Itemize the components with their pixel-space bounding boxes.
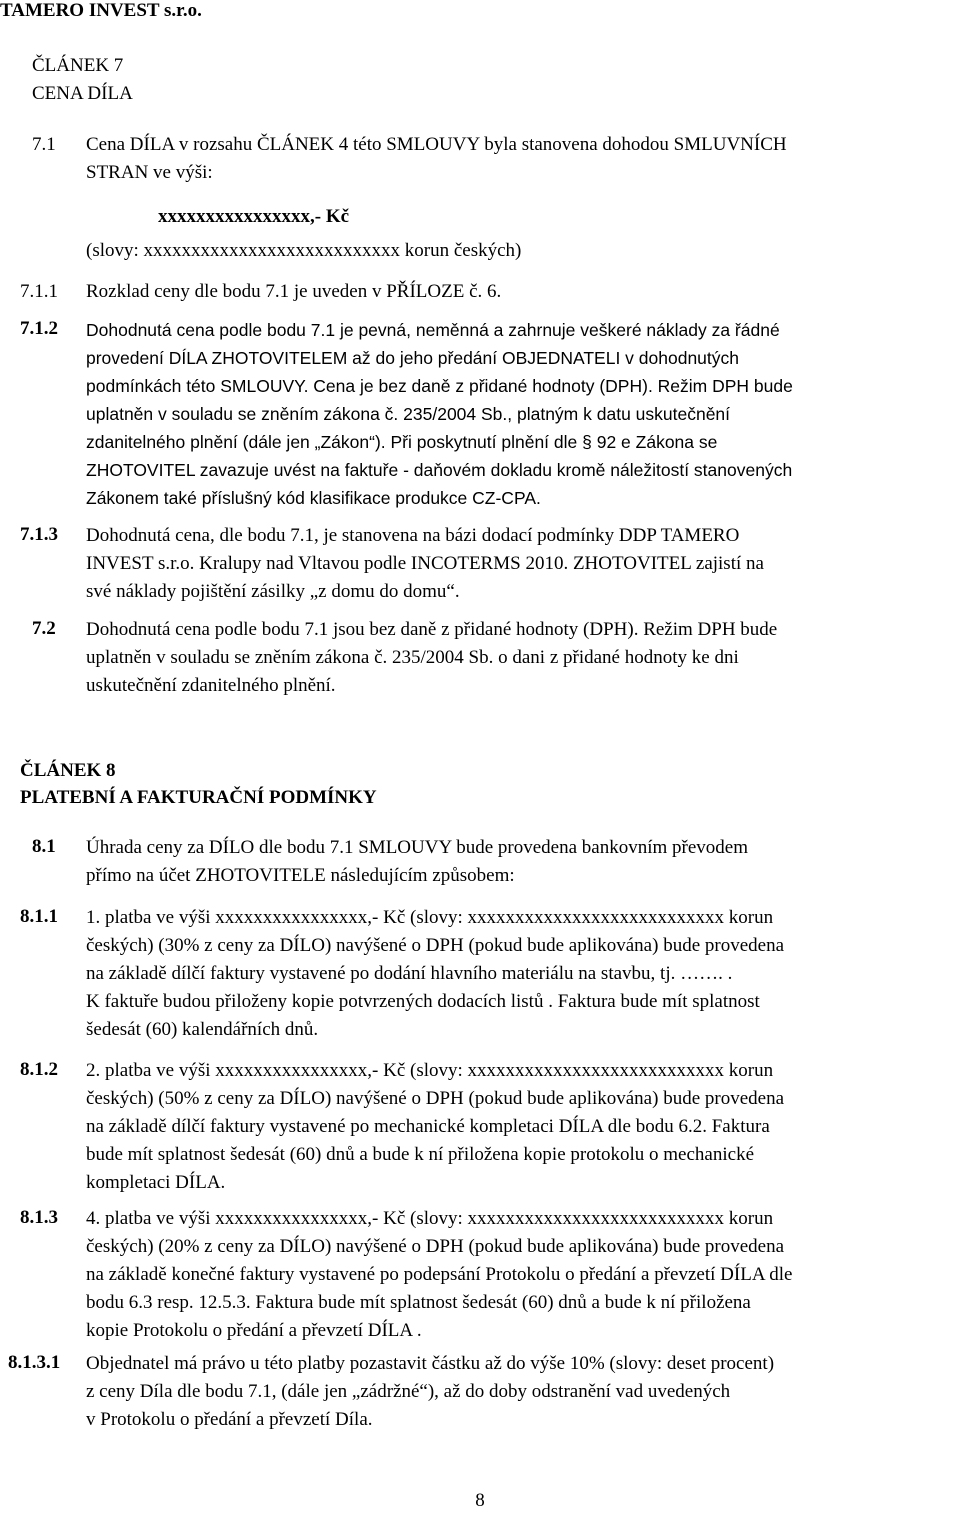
section-number-7-2: 7.2 [32, 618, 56, 639]
section-8-1-3-1-text [86, 1350, 954, 1434]
text-line: na základě dílčí faktury vystavené po dodání hlavního materiálu na stavbu, tj. ……. . [86, 963, 733, 984]
text-line: Dohodnutá cena podle bodu 7.1 je pevná, neměnná a zahrnuje veškeré náklady za řádné [86, 320, 780, 340]
section-number-7-1-2: 7.1.2 [20, 318, 58, 339]
section-number-7-1-3: 7.1.3 [20, 524, 58, 545]
text-line: podmínkách této SMLOUVY. Cena je bez daně z přidané hodnoty (DPH). Režim DPH bude [86, 376, 793, 396]
section-number-8-1-3-1: 8.1.3.1 [8, 1352, 61, 1373]
text-line: bude mít splatnost šedesát (60) dnů a bude k ní přiložena kopie protokolu o mechanické [86, 1144, 754, 1165]
section-7-1-line-2: STRAN ve výši: [86, 162, 213, 183]
section-7-1-3-text [86, 522, 954, 606]
text-line: INVEST s.r.o. Kralupy nad Vltavou podle INCOTERMS 2010. ZHOTOVITEL zajistí na [86, 553, 764, 574]
text-line: kompletaci DÍLA. [86, 1172, 226, 1193]
text-line: provedení DÍLA ZHOTOVITELEM až do jeho předání OBJEDNATELI v dohodnutých [86, 348, 740, 368]
section-8-1-1-text [86, 904, 954, 1044]
section-number-8-1-1: 8.1.1 [20, 906, 58, 927]
text-line: 2. platba ve výši xxxxxxxxxxxxxxxx,- Kč (slovy: xxxxxxxxxxxxxxxxxxxxxxxxxxx korun [86, 1060, 774, 1081]
text-line: na základě konečné faktury vystavené po podepsání Protokolu o předání a převzetí DÍLA dle [86, 1264, 793, 1285]
text-line: své náklady pojištění zásilky „z domu do domu“. [86, 581, 460, 602]
section-number-7-1-1: 7.1.1 [20, 281, 58, 302]
section-8-1-2-text [86, 1057, 954, 1197]
section-number-8-1-3: 8.1.3 [20, 1207, 58, 1228]
section-number-8-1: 8.1 [32, 836, 56, 857]
company-header: TAMERO INVEST s.r.o. [0, 0, 202, 21]
text-line: 4. platba ve výši xxxxxxxxxxxxxxxx,- Kč (slovy: xxxxxxxxxxxxxxxxxxxxxxxxxxx korun [86, 1208, 774, 1229]
text-line: na základě dílčí faktury vystavené po mechanické kompletaci DÍLA dle bodu 6.2. Faktura [86, 1116, 770, 1137]
text-line: v Protokolu o předání a převzetí Díla. [86, 1409, 373, 1430]
section-number-8-1-2: 8.1.2 [20, 1059, 58, 1080]
text-line: K faktuře budou přiloženy kopie potvrzených dodacích listů . Faktura bude mít splatnost [86, 991, 760, 1012]
text-line: uplatněn v souladu se zněním zákona č. 235/2004 Sb. o dani z přidané hodnoty ke dni [86, 647, 739, 668]
text-line: Dohodnutá cena, dle bodu 7.1, je stanovena na bázi dodací podmínky DDP TAMERO [86, 525, 740, 546]
text-line: Objednatel má právo u této platby pozastavit částku až do výše 10% (slovy: deset procent) [86, 1353, 775, 1374]
text-line: šedesát (60) kalendářních dnů. [86, 1019, 319, 1040]
section-7-1-1-text: Rozklad ceny dle bodu 7.1 je uveden v PŘÍLOZE č. 6. [86, 281, 502, 302]
text-line: Zákonem také příslušný kód klasifikace produkce CZ-CPA. [86, 488, 541, 508]
text-line: Dohodnutá cena podle bodu 7.1 jsou bez daně z přidané hodnoty (DPH). Režim DPH bude [86, 619, 778, 640]
text-line: uplatněn v souladu se zněním zákona č. 235/2004 Sb., platným k datu uskutečnění [86, 404, 731, 424]
text-line: 1. platba ve výši xxxxxxxxxxxxxxxx,- Kč (slovy: xxxxxxxxxxxxxxxxxxxxxxxxxxx korun [86, 907, 774, 928]
section-8-1-text [86, 834, 954, 890]
text-line: kopie Protokolu o předání a převzetí DÍLA . [86, 1320, 422, 1341]
text-line: Úhrada ceny za DÍLO dle bodu 7.1 SMLOUVY bude provedena bankovním převodem [86, 837, 749, 858]
price-in-words: (slovy: xxxxxxxxxxxxxxxxxxxxxxxxxxx korun českých) [86, 240, 522, 261]
text-line: českých) (20% z ceny za DÍLO) navýšené o DPH (pokud bude aplikována) bude provedena [86, 1236, 784, 1257]
article-8-subtitle: PLATEBNÍ A FAKTURAČNÍ PODMÍNKY [20, 787, 377, 808]
section-7-1-2-text [86, 316, 954, 512]
text-line: českých) (30% z ceny za DÍLO) navýšené o DPH (pokud bude aplikována) bude provedena [86, 935, 784, 956]
article-8-title: ČLÁNEK 8 [20, 760, 116, 781]
section-7-1-line-1: Cena DÍLA v rozsahu ČLÁNEK 4 této SMLOUVY byla stanovena dohodou SMLUVNÍCH [86, 134, 787, 155]
text-line: bodu 6.3 resp. 12.5.3. Faktura bude mít splatnost šedesát (60) dnů a bude k ní přiložena [86, 1292, 751, 1313]
section-7-2-text [86, 616, 954, 700]
price-amount: xxxxxxxxxxxxxxxx,- Kč [158, 206, 350, 227]
article-7-title: ČLÁNEK 7 [32, 55, 124, 76]
text-line: českých) (50% z ceny za DÍLO) navýšené o DPH (pokud bude aplikována) bude provedena [86, 1088, 784, 1109]
text-line: z ceny Díla dle bodu 7.1, (dále jen „zádržné“), až do doby odstranění vad uvedených [86, 1381, 731, 1402]
page-number: 8 [475, 1490, 485, 1511]
text-line: zdanitelného plnění (dále jen „Zákon“). Při poskytnutí plnění dle § 92 e Zákona se [86, 432, 718, 452]
text-line: ZHOTOVITEL zavazuje uvést na faktuře - daňovém dokladu kromě náležitostí stanovených [86, 460, 793, 480]
text-line: uskutečnění zdanitelného plnění. [86, 675, 336, 696]
section-8-1-3-text [86, 1205, 954, 1345]
section-number-7-1: 7.1 [32, 134, 56, 155]
text-line: přímo na účet ZHOTOVITELE následujícím způsobem: [86, 865, 515, 886]
article-7-subtitle: CENA DÍLA [32, 83, 133, 104]
